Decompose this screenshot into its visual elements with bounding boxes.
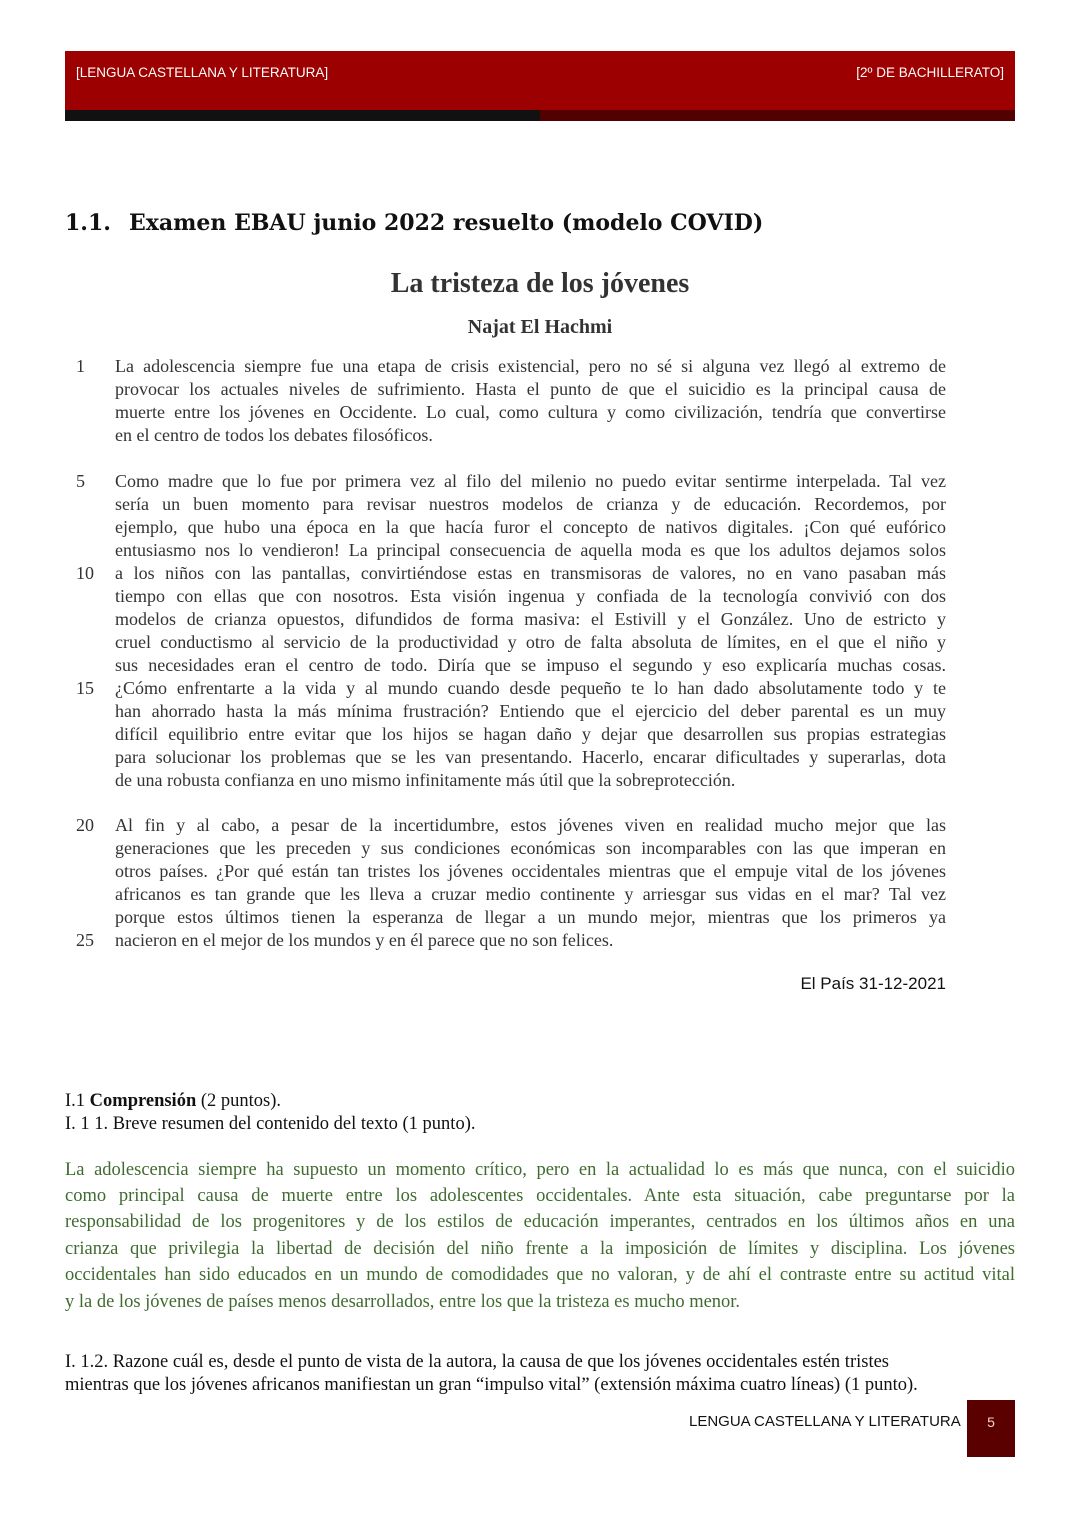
answer-line: responsabilidad de los progenitores y de los estilos de educación imperantes, centrados en los últimos años en una: [65, 1212, 1015, 1232]
q1-bold: Comprensión: [89, 1091, 197, 1111]
answer-line: occidentales han sido educados en un mundo de comodidades que no valoran, y de ahí el contraste entre su actitud vital: [65, 1265, 1015, 1285]
article-line: porque estos últimos tienen la esperanza de llegar a un mundo mejor, mientras que los primeros ya: [115, 907, 946, 927]
article-line: sus necesidades eran el centro de todo. Diría que se impuso el segundo y eso explicaría muchas cosas.: [115, 655, 946, 675]
answer-line: La adolescencia siempre ha supuesto un momento crítico, pero en la actualidad lo es más que nunca, con el suicidio: [65, 1160, 1015, 1180]
header-bar-dark: [65, 110, 540, 121]
header-subject: [LENGUA CASTELLANA Y LITERATURA]: [76, 65, 329, 80]
section-number: 1.1.: [65, 210, 111, 236]
article-line: para solucionar los problemas que se les van presentando. Hacerlo, encarar dificultades y superarlas, dota: [115, 747, 946, 767]
line-number: 15: [76, 678, 94, 698]
footer-label: LENGUA CASTELLANA Y LITERATURA: [689, 1413, 961, 1430]
article-author: Najat El Hachmi: [467, 316, 613, 338]
line-number: 1: [76, 356, 85, 376]
article-line: difícil equilibrio entre evitar que los hijos se hagan daño y dejar que desarrollen sus propias estrategias: [115, 724, 946, 744]
answer-line: crianza que privilegia la libertad de decisión del niño frente a la imposición de límites y disciplina. Los jóvenes: [65, 1239, 1015, 1259]
section-title: Examen EBAU junio 2022 resuelto (modelo COVID): [129, 210, 764, 236]
line-number: 25: [76, 930, 94, 950]
article-line: muerte entre los jóvenes en Occidente. Lo cual, como cultura y como civilización, tendría que convertirse: [115, 402, 946, 422]
article-line: han ahorrado hasta la más mínima frustración? Entiendo que el ejercicio del deber parental es un muy: [115, 701, 946, 721]
article-line: generaciones que les preceden y sus condiciones económicas son incomparables con las que imperan en: [115, 838, 946, 858]
article-line: otros países. ¿Por qué están tan tristes los jóvenes occidentales mientras que el empuje vital de los jóvenes: [115, 861, 946, 881]
line-number: 20: [76, 815, 94, 835]
section-heading: [65, 210, 763, 236]
article-line: ¿Cómo enfrentarte a la vida y al mundo cuando desde pequeño te lo han dado absolutamente todo y te: [115, 678, 946, 698]
answer-line: como principal causa de muerte entre los adolescentes occidentales. Ante esta situación, cabe preguntarse por la: [65, 1186, 1015, 1206]
article-line: Como madre que lo fue por primera vez al filo del milenio no puedo evitar sentirme interpelada. Tal vez: [115, 471, 946, 491]
article-line: africanos es tan grande que les lleva a cruzar medio continente y arriesgar sus vidas en el mar? Tal vez: [115, 884, 946, 904]
article-line: a los niños con las pantallas, convirtiéndose estas en transmisoras de valores, no en vano pasaban más: [115, 563, 946, 583]
page-header: [65, 51, 1015, 110]
question-1-heading: [65, 1090, 281, 1112]
article-line: en el centro de todos los debates filosóficos.: [115, 425, 433, 445]
q1-prefix: I.1: [65, 1091, 90, 1111]
question-line: mientras que los jóvenes africanos manifiestan un gran “impulso vital” (extensión máxima cuatro líneas) (1 punto).: [65, 1375, 918, 1395]
article-line: tiempo con ellas que con nosotros. Esta visión ingenua y confiada de la tecnología convivió con dos: [115, 586, 946, 606]
article-title: La tristeza de los jóvenes: [390, 268, 690, 299]
article-line: Al fin y al cabo, a pesar de la incertidumbre, estos jóvenes viven en realidad mucho mejor que las: [115, 815, 946, 835]
article-line: ejemplo, que hubo una época en la que hacía furor el concepto de nativos digitales. ¡Con qué eufórico: [115, 517, 946, 537]
article-line: nacieron en el mejor de los mundos y en él parece que no son felices.: [115, 930, 614, 950]
article-line: modelos de crianza opuestos, difundidos de forma masiva: el Estivill y el González. Uno de estricto y: [115, 609, 946, 629]
q1-suffix: (2 puntos).: [196, 1091, 282, 1111]
header-bar-red: [540, 110, 1015, 121]
article-line: entusiasmo nos lo vendieron! La principal consecuencia de aquella moda es que los adultos dejamos solos: [115, 540, 946, 560]
article-line: La adolescencia siempre fue una etapa de crisis existencial, pero no sé si alguna vez llegó al extremo de: [115, 356, 946, 376]
article-line: de una robusta confianza en uno mismo infinitamente más útil que la sobreprotección.: [115, 770, 736, 790]
page-number: 5: [967, 1400, 1015, 1457]
answer-line: y la de los jóvenes de países menos desarrollados, entre los que la tristeza es mucho menor.: [65, 1292, 741, 1312]
line-number: 5: [76, 471, 85, 491]
line-number: 10: [76, 563, 94, 583]
question-line: I. 1.2. Razone cuál es, desde el punto de vista de la autora, la causa de que los jóvenes occidentales estén tristes: [65, 1352, 889, 1372]
article-source: El País 31-12-2021: [800, 974, 946, 993]
question-1-1: I. 1 1. Breve resumen del contenido del texto (1 punto).: [65, 1114, 476, 1134]
header-course: [2º DE BACHILLERATO]: [856, 65, 1004, 80]
article-line: sería un buen momento para revisar nuestros modelos de crianza y de educación. Recordemos, por: [115, 494, 946, 514]
article-line: provocar los actuales niveles de sufrimiento. Hasta el punto de que el suicidio es la principal causa de: [115, 379, 946, 399]
article-line: cruel conductismo al servicio de la productividad y otro de falta absoluta de límites, en el que el niño y: [115, 632, 946, 652]
